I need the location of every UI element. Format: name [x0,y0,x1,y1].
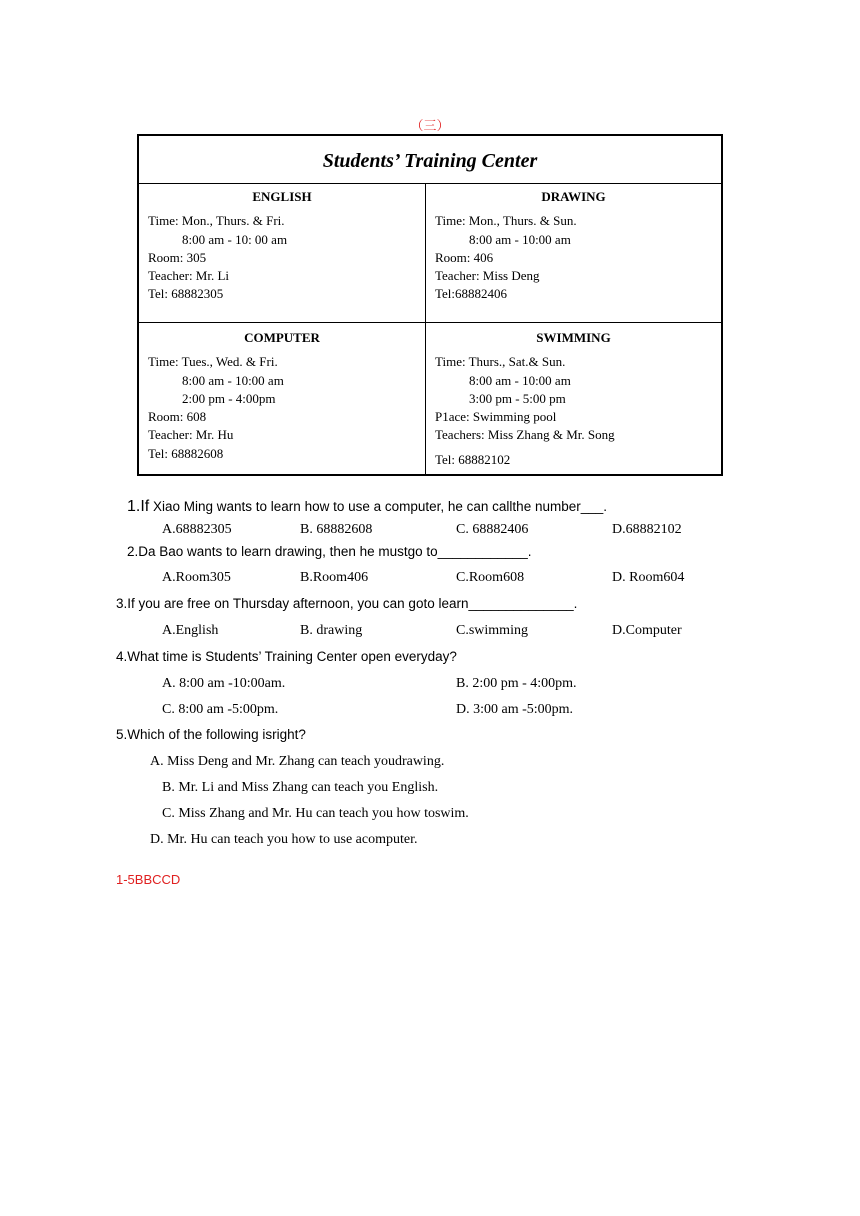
question-4-option-d: D. 3:00 am -5:00pm. [456,702,574,717]
question-2-option-d: D. Room604 [612,570,685,585]
answer-key: 1-5BBCCD [116,872,181,887]
question-5-option-c: C. Miss Zhang and Mr. Hu can teach you how toswim. [162,806,469,821]
computer-cell [139,323,426,474]
swimming-hours-morning: 8:00 am - 10:00 am [469,372,571,388]
computer-room: Room: 608 [148,409,207,425]
drawing-hours: 8:00 am - 10:00 am [469,231,571,247]
question-3-option-a: A.English [162,623,219,638]
schedule-table [137,134,723,476]
swimming-tel: Tel: 68882102 [435,451,511,467]
computer-time: Time: Tues., Wed. & Fri. [148,354,278,370]
question-1-number: 1.If [127,498,150,515]
swimming-cell [426,323,721,474]
english-heading: ENGLISH [252,189,312,204]
question-3-option-d: D.Computer [612,623,682,638]
computer-hours-morning: 8:00 am - 10:00 am [182,372,284,388]
question-4-option-b: B. 2:00 pm - 4:00pm. [456,676,577,691]
question-2-option-b: B.Room406 [300,570,369,585]
question-2-option-c: C.Room608 [456,570,525,585]
question-1-option-a: A.68882305 [162,522,232,537]
question-1-stem [127,498,607,516]
english-cell [139,183,426,323]
english-teacher: Teacher: Mr. Li [148,268,230,284]
swimming-heading: SWIMMING [536,330,611,345]
english-tel: Tel: 68882305 [148,286,224,302]
swimming-teachers: Teachers: Miss Zhang & Mr. Song [435,427,615,443]
english-time: Time: Mon., Thurs. & Fri. [148,213,285,229]
question-4-option-c: C. 8:00 am -5:00pm. [162,702,279,717]
question-4-stem: 4.What time is Students’ Training Center open everyday? [116,649,457,664]
question-2-stem: 2.Da Bao wants to learn drawing, then he mustgo to____________. [127,544,532,559]
question-1-text: Xiao Ming wants to learn how to use a computer, he can callthe number___. [149,499,608,514]
drawing-teacher: Teacher: Miss Deng [435,268,540,284]
table-title: Students’ Training Center [139,136,721,184]
question-3-option-c: C.swimming [456,623,528,638]
question-1-option-c: C. 68882406 [456,522,529,537]
question-5-stem: 5.Which of the following isright? [116,727,306,742]
swimming-place: P1ace: Swimming pool [435,409,557,425]
question-3-stem: 3.If you are free on Thursday afternoon, you can goto learn______________. [116,596,578,611]
drawing-time: Time: Mon., Thurs. & Sun. [435,213,577,229]
section-number: （三） [410,118,450,133]
question-3-option-b: B. drawing [300,623,363,638]
computer-heading: COMPUTER [244,330,320,345]
drawing-tel: Tel:68882406 [435,286,508,302]
drawing-room: Room: 406 [435,249,494,265]
question-5-option-b: B. Mr. Li and Miss Zhang can teach you English. [162,780,439,795]
english-room: Room: 305 [148,249,207,265]
computer-teacher: Teacher: Mr. Hu [148,427,234,443]
question-1-option-d: D.68882102 [612,522,682,537]
swimming-time: Time: Thurs., Sat.& Sun. [435,354,566,370]
computer-hours-afternoon: 2:00 pm - 4:00pm [182,390,276,406]
question-5-option-d: D. Mr. Hu can teach you how to use acomputer. [150,832,418,847]
drawing-heading: DRAWING [541,189,606,204]
swimming-hours-afternoon: 3:00 pm - 5:00 pm [469,390,566,406]
question-1-option-b: B. 68882608 [300,522,373,537]
question-5-option-a: A. Miss Deng and Mr. Zhang can teach youdrawing. [150,754,445,769]
question-2-option-a: A.Room305 [162,570,231,585]
question-4-option-a: A. 8:00 am -10:00am. [162,676,286,691]
computer-tel: Tel: 68882608 [148,445,224,461]
english-hours: 8:00 am - 10: 00 am [182,231,288,247]
drawing-cell [426,183,721,323]
